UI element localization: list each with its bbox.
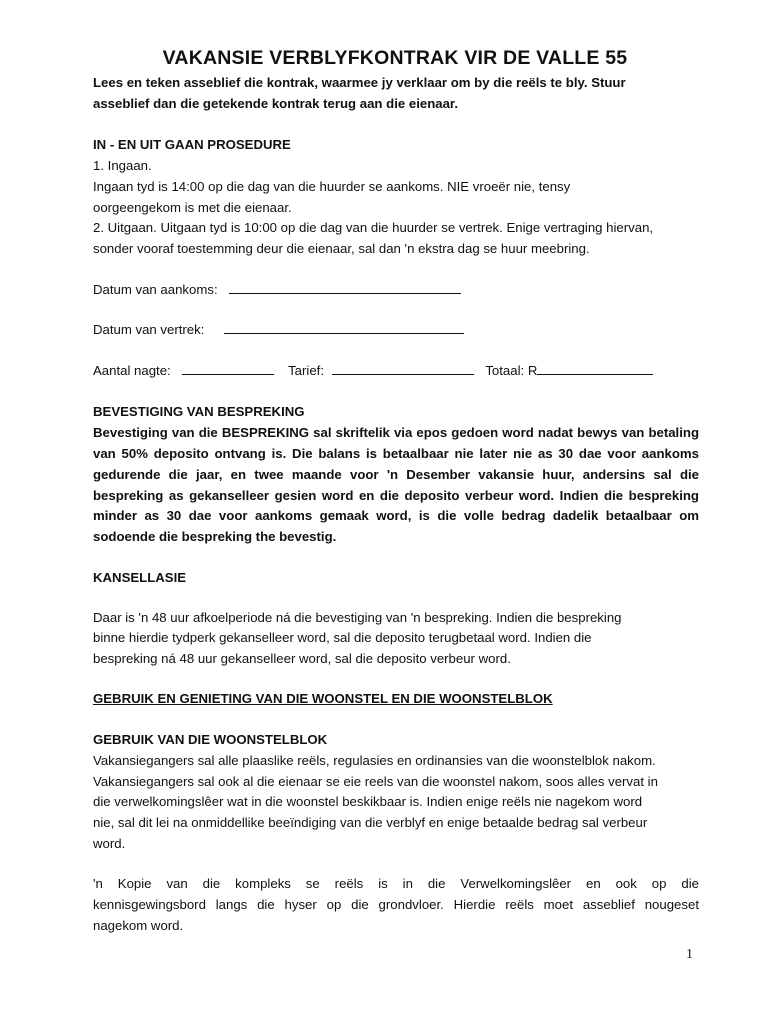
in-uit-line: sonder vooraf toestemming deur die eienaar, sal dan 'n ekstra dag se huur meebring. <box>93 241 590 256</box>
arrival-blank[interactable] <box>229 281 461 294</box>
bevestiging-line: Bevestiging van die BESPREKING sal skriftelik via epos gedoen word nadat bewys van betaling <box>93 425 699 440</box>
woonstelblok-line: die verwelkomingslêer wat in die woonstel beskikbaar is. Indien enige reëls nie nagekom word <box>93 794 643 809</box>
woonstelblok-line: Vakansiegangers sal alle plaaslike reëls, regulasies en ordinansies van die woonstelblok nakom. <box>93 753 656 768</box>
woonstelblok-heading: GEBRUIK VAN DIE WOONSTELBLOK <box>93 732 328 747</box>
woonstelblok-line: Vakansiegangers sal ook al die eienaar se eie reels van die woonstel nakom, soos alles vervat in <box>93 774 658 789</box>
departure-blank[interactable] <box>224 321 464 334</box>
woonstelblok-line: nagekom word. <box>93 918 184 933</box>
departure-label: Datum van vertrek: <box>93 322 205 337</box>
nights-label: Aantal nagte: <box>93 363 171 378</box>
gebruik-heading: GEBRUIK EN GENIETING VAN DIE WOONSTEL EN DIE WOONSTELBLOK <box>93 691 553 706</box>
nights-blank[interactable] <box>182 362 274 375</box>
bevestiging-line: van 50% deposito ontvang is. Die balans is betaalbaar nie later nie as 30 dae voor aankoms <box>93 446 699 461</box>
document-title: VAKANSIE VERBLYFKONTRAK VIR DE VALLE 55 <box>162 47 628 69</box>
nights-rate-total-row <box>93 360 653 381</box>
page-number: 1 <box>686 947 693 962</box>
kansellasie-line: bespreking ná 48 uur gekanselleer word, sal die deposito verbeur word. <box>93 651 511 666</box>
intro-line-2: asseblief dan die getekende kontrak terug aan die eienaar. <box>93 96 458 111</box>
woonstelblok-line: kennisgewingsbord langs die hyser op die grondvloer. Hierdie reëls moet asseblief nougeset <box>93 897 699 912</box>
bevestiging-line: sodoende die bespreking the bevestig. <box>93 529 337 544</box>
in-uit-line: oorgeengekom is met die eienaar. <box>93 200 292 215</box>
intro-line-1: Lees en teken asseblief die kontrak, waarmee jy verklaar om by die reëls te bly. Stuur <box>93 75 626 90</box>
bevestiging-line: gedurende die jaar, en twee maande voor 'n Desember vakansie huur, andersins sal die <box>93 467 699 482</box>
rate-blank[interactable] <box>332 362 474 375</box>
in-uit-heading: IN - EN UIT GAAN PROSEDURE <box>93 137 291 152</box>
kansellasie-line: binne hierdie tydperk gekanselleer word, sal die deposito terugbetaal word. Indien die <box>93 630 592 645</box>
arrival-row <box>93 279 461 300</box>
departure-row <box>93 319 464 340</box>
arrival-label: Datum van aankoms: <box>93 282 218 297</box>
total-blank[interactable] <box>537 362 653 375</box>
woonstelblok-line: word. <box>93 836 126 851</box>
total-label: Totaal: R <box>485 363 538 378</box>
in-uit-line: 1. Ingaan. <box>93 158 152 173</box>
woonstelblok-line: nie, sal dit lei na onmiddellike beeïndiging van die verblyf en enige betaalde bedrag sal verbeur <box>93 815 648 830</box>
kansellasie-line: Daar is 'n 48 uur afkoelperiode ná die bevestiging van 'n bespreking. Indien die bespreking <box>93 610 622 625</box>
bevestiging-heading: BEVESTIGING VAN BESPREKING <box>93 404 305 419</box>
woonstelblok-line: 'n Kopie van die kompleks se reëls is in die Verwelkomingslêer en ook op die <box>93 876 699 891</box>
rate-label: Tarief: <box>288 363 324 378</box>
in-uit-line: 2. Uitgaan. Uitgaan tyd is 10:00 op die dag van die huurder se vertrek. Enige vertraging hiervan, <box>93 220 654 235</box>
bevestiging-line: minder as 30 dae voor aankoms gemaak word, is die volle bedrag dadelik betaalbaar om <box>93 508 699 523</box>
kansellasie-heading: KANSELLASIE <box>93 570 187 585</box>
in-uit-line: Ingaan tyd is 14:00 op die dag van die huurder se aankoms. NIE vroeër nie, tensy <box>93 179 571 194</box>
bevestiging-line: bespreking as gekanselleer gesien word en die deposito verbeur word. Indien die bespreking <box>93 488 699 503</box>
